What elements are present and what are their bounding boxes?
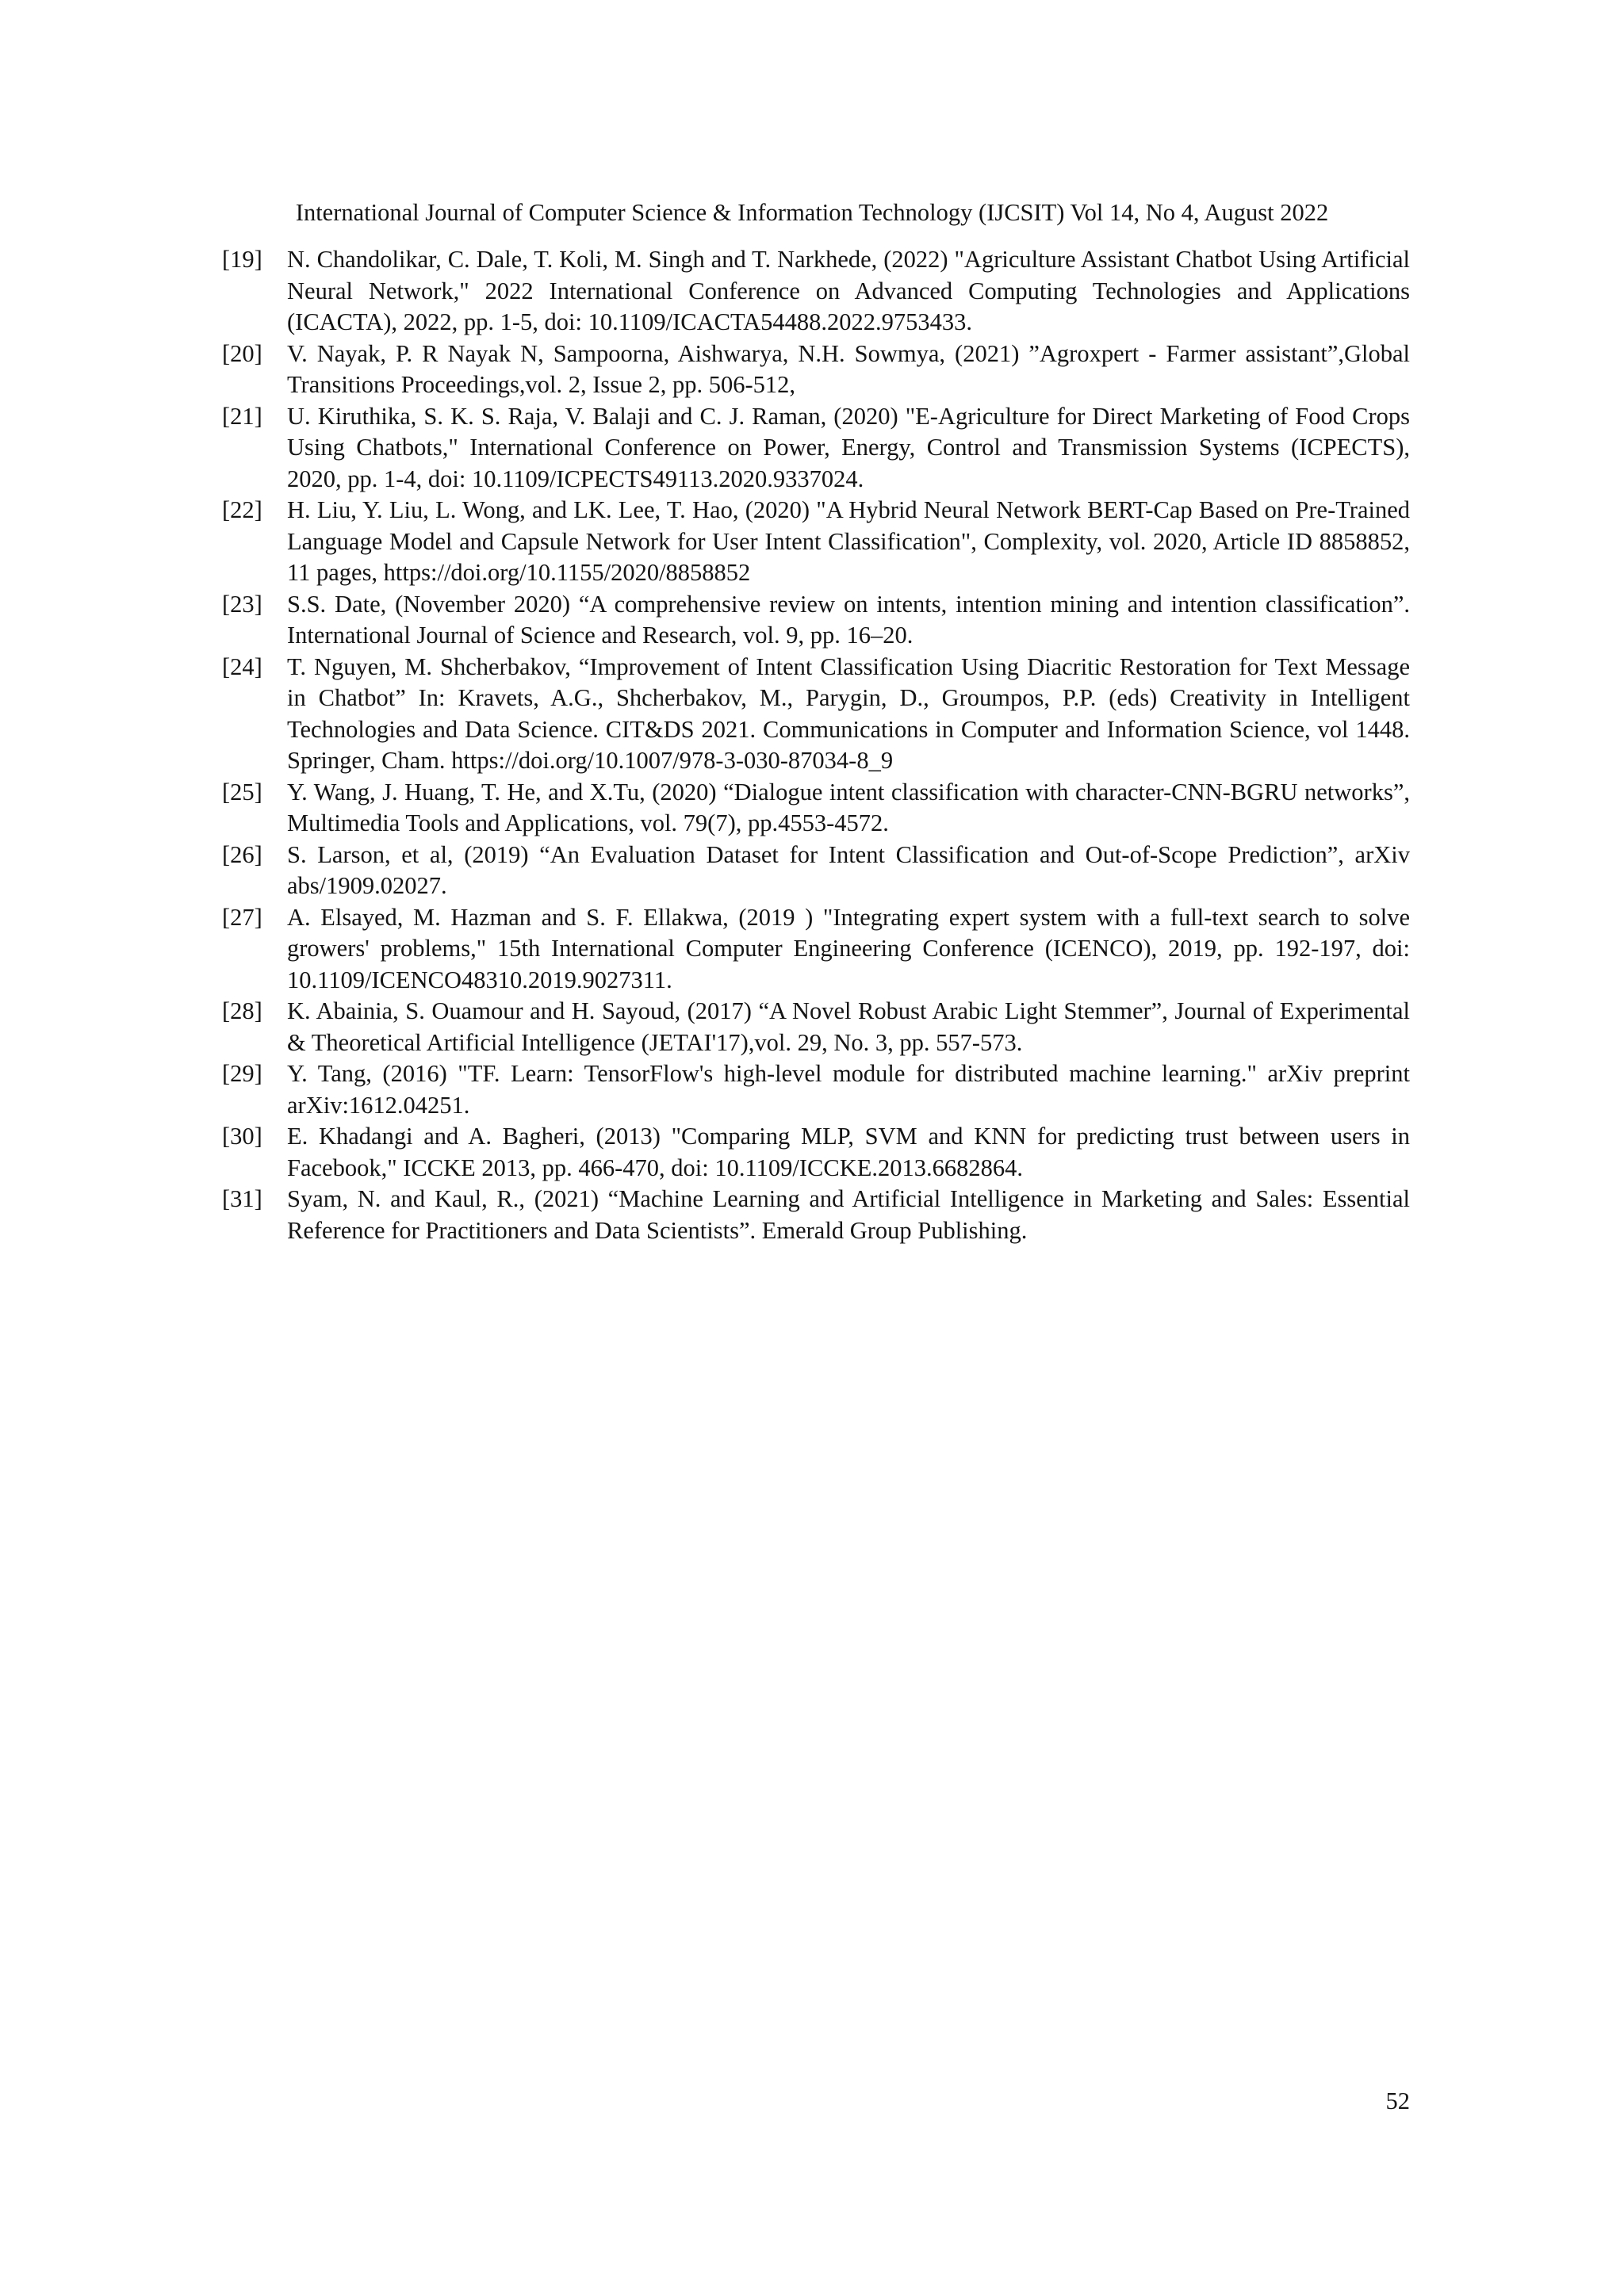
reference-number: [21]: [222, 402, 262, 430]
reference-item: [222, 777, 1410, 840]
page-number: 52: [1385, 2087, 1410, 2114]
reference-item: [222, 840, 1410, 902]
reference-item: [222, 244, 1410, 339]
reference-number: [24]: [222, 652, 262, 680]
reference-list: [222, 244, 1410, 1246]
reference-number: [25]: [222, 778, 262, 806]
reference-number: [23]: [222, 590, 262, 618]
reference-number: [19]: [222, 246, 262, 273]
reference-item: [222, 1184, 1410, 1246]
reference-text: T. Nguyen, M. Shcherbakov, “Improvement of Intent Classification Using Diacritic Restoration for Text Message in Chatbot” In: Kravets, A.G., Shcherbakov, M., Parygin, D., Groumpos, P.P. (eds) Creativity in Intelligent Technologies and Data Science. CIT&DS 2021. Communications in Computer and Information Science, vol 1448. Springer, Cham. https://doi.org/10.1007/978-3-030-87034-8_9: [287, 652, 1410, 774]
reference-number: [22]: [222, 496, 262, 523]
reference-number: [20]: [222, 339, 262, 367]
reference-number: [26]: [222, 840, 262, 868]
reference-text: Y. Tang, (2016) "TF. Learn: TensorFlow's high-level module for distributed machine learning." arXiv preprint arXiv:1612.04251.: [287, 1060, 1410, 1119]
reference-text: E. Khadangi and A. Bagheri, (2013) "Comparing MLP, SVM and KNN for predicting trust between users in Facebook," ICCKE 2013, pp. 466-470, doi: 10.1109/ICCKE.2013.6682864.: [287, 1123, 1410, 1181]
reference-item: [222, 589, 1410, 652]
reference-number: [31]: [222, 1185, 262, 1212]
reference-text: Syam, N. and Kaul, R., (2021) “Machine Learning and Artificial Intelligence in Marketing and Sales: Essential Reference for Practitioners and Data Scientists”. Emerald Group Publishing.: [287, 1185, 1410, 1244]
reference-number: [28]: [222, 997, 262, 1024]
reference-number: [29]: [222, 1060, 262, 1087]
reference-text: S.S. Date, (November 2020) “A comprehensive review on intents, intention mining and intention classification”. International Journal of Science and Research, vol. 9, pp. 16–20.: [287, 590, 1410, 649]
reference-text: H. Liu, Y. Liu, L. Wong, and LK. Lee, T. Hao, (2020) "A Hybrid Neural Network BERT-Cap Based on Pre-Trained Language Model and Capsule Network for User Intent Classification", Complexity, vol. 2020, Article ID 8858852, 11 pages, https://doi.org/10.1155/2020/8858852: [287, 496, 1410, 586]
reference-item: [222, 996, 1410, 1058]
reference-text: N. Chandolikar, C. Dale, T. Koli, M. Singh and T. Narkhede, (2022) "Agriculture Assistant Chatbot Using Artificial Neural Network," 2022 International Conference on Advanced Computing Technologies and Applications (ICACTA), 2022, pp. 1-5, doi: 10.1109/ICACTA54488.2022.9753433.: [287, 246, 1410, 335]
reference-text: S. Larson, et al, (2019) “An Evaluation Dataset for Intent Classification and Out-of-Scope Prediction”, arXiv abs/1909.02027.: [287, 840, 1410, 899]
reference-item: [222, 1121, 1410, 1184]
reference-item: [222, 495, 1410, 589]
reference-item: [222, 652, 1410, 777]
reference-item: [222, 401, 1410, 496]
reference-text: Y. Wang, J. Huang, T. He, and X.Tu, (2020) “Dialogue intent classification with character-CNN-BGRU networks”, Multimedia Tools and Applications, vol. 79(7), pp.4553-4572.: [287, 778, 1410, 836]
reference-text: A. Elsayed, M. Hazman and S. F. Ellakwa, (2019 ) "Integrating expert system with a full-text search to solve growers' problems," 15th International Computer Engineering Conference (ICENCO), 2019, pp. 192-197, doi: 10.1109/ICENCO48310.2019.9027311.: [287, 903, 1410, 993]
reference-item: [222, 902, 1410, 997]
reference-item: [222, 339, 1410, 401]
reference-text: V. Nayak, P. R Nayak N, Sampoorna, Aishwarya, N.H. Sowmya, (2021) ”Agroxpert - Farmer assistant”,Global Transitions Proceedings,vol. 2, Issue 2, pp. 506-512,: [287, 339, 1410, 398]
reference-number: [30]: [222, 1123, 262, 1150]
reference-number: [27]: [222, 903, 262, 931]
reference-text: K. Abainia, S. Ouamour and H. Sayoud, (2017) “A Novel Robust Arabic Light Stemmer”, Journal of Experimental & Theoretical Artificial Intelligence (JETAI'17),vol. 29, No. 3, pp. 557-573.: [287, 997, 1410, 1056]
reference-text: U. Kiruthika, S. K. S. Raja, V. Balaji and C. J. Raman, (2020) "E-Agriculture for Direct Marketing of Food Crops Using Chatbots," International Conference on Power, Energy, Control and Transmission Systems (ICPECTS), 2020, pp. 1-4, doi: 10.1109/ICPECTS49113.2020.9337024.: [287, 402, 1410, 492]
journal-running-header: International Journal of Computer Science & Information Technology (IJCSIT) Vol 14, No 4, August 2022: [295, 199, 1329, 226]
reference-item: [222, 1058, 1410, 1121]
